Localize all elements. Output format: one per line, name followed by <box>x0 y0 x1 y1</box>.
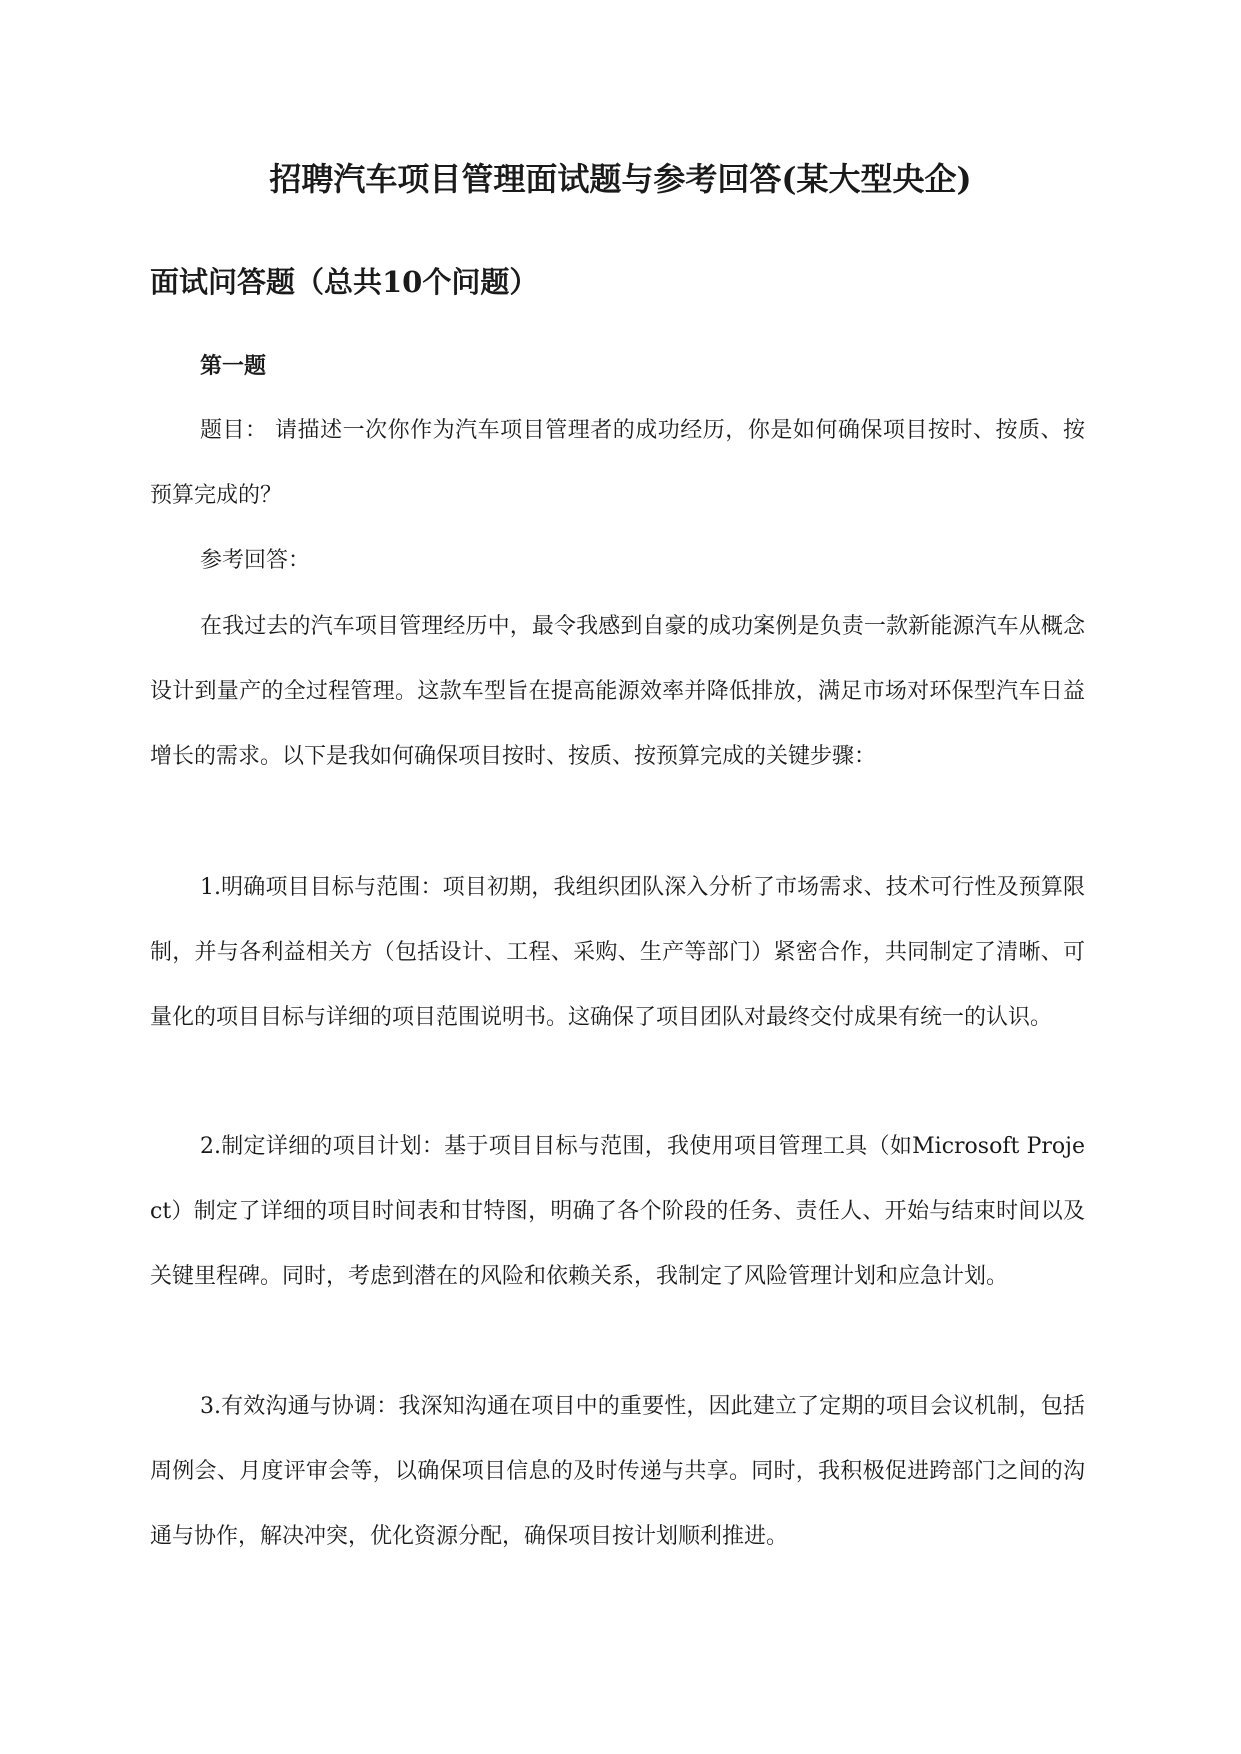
answer-paragraph-intro: 在我过去的汽车项目管理经历中，最令我感到自豪的成功案例是负责一款新能源汽车从概念设计到量产的全过程管理。这款车型旨在提高能源效率并降低排放，满足市场对环保型汽车日益增长的需求。以下是我如何确保项目按时、按质、按预算完成的关键步骤： <box>150 614 1085 769</box>
question-heading: 第一题 <box>200 353 267 379</box>
document-title: 招聘汽车项目管理面试题与参考回答(某大型央企) <box>269 160 972 198</box>
section-heading: 面试问答题（总共10个问题） <box>150 265 539 299</box>
answer-paragraph-step-1: 1.明确项目目标与范围：项目初期，我组织团队深入分析了市场需求、技术可行性及预算限制，并与各利益相关方（包括设计、工程、采购、生产等部门）紧密合作，共同制定了清晰、可量化的项目目标与详细的项目范围说明书。这确保了项目团队对最终交付成果有统一的认识。 <box>150 875 1085 1030</box>
answer-label: 参考回答： <box>200 548 311 573</box>
answer-paragraph-step-3: 3.有效沟通与协调：我深知沟通在项目中的重要性，因此建立了定期的项目会议机制，包括周例会、月度评审会等，以确保项目信息的及时传递与共享。同时，我积极促进跨部门之间的沟通与协作，解决冲突，优化资源分配，确保项目按计划顺利推进。 <box>150 1394 1085 1549</box>
question-prompt: 题目： 请描述一次你作为汽车项目管理者的成功经历，你是如何确保项目按时、按质、按预算完成的？ <box>150 418 1085 508</box>
answer-paragraph-step-2: 2.制定详细的项目计划：基于项目目标与范围，我使用项目管理工具（如Microsoft Project）制定了详细的项目时间表和甘特图，明确了各个阶段的任务、责任人、开始与结束时间以及关键里程碑。同时，考虑到潜在的风险和依赖关系，我制定了风险管理计划和应急计划。 <box>150 1134 1085 1289</box>
